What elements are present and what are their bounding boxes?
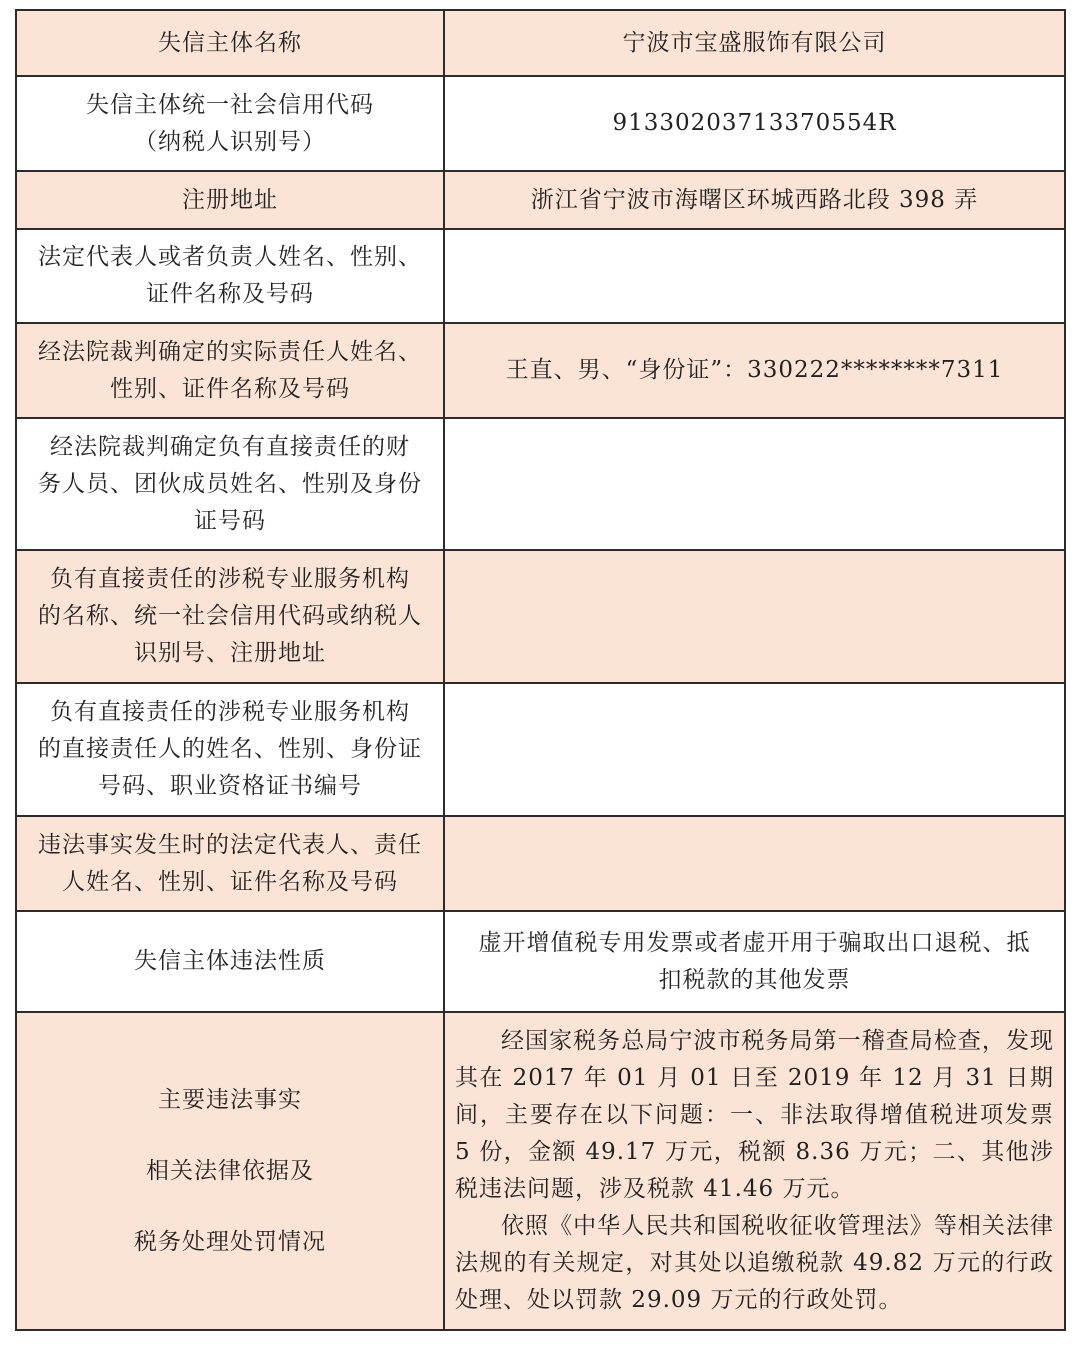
label-line: 失信主体统一社会信用代码 [86, 91, 374, 118]
label-line: 违法事实发生时的法定代表人、责任 [38, 831, 422, 858]
facts-paragraph: 经国家税务总局宁波市税务局第一稽查局检查，发现其在 2017 年 01 月 01 日至 2019 年 12 月 31 日期间，主要存在以下问题：一、非法取得增值税进项发票 5 份，金额 49.17 万元，税额 8.36 万元；二、其他涉税违法问题，涉及税款 41.46 万元。 [455, 1028, 1054, 1202]
label-line: 负有直接责任的涉税专业服务机构 [50, 699, 410, 725]
label-line: 经法院裁判确定的实际责任人姓名、 [38, 338, 422, 365]
label-line: 人姓名、性别、证件名称及号码 [62, 868, 398, 895]
value-legal-representative [444, 229, 1065, 323]
label-line: 识别号、注册地址 [134, 640, 326, 666]
value-line: 91330203713370554R [612, 110, 897, 136]
label-line: 的名称、统一社会信用代码或纳税人 [38, 603, 422, 629]
label-line: 相关法律依据及 [146, 1157, 314, 1184]
label-line: 负有直接责任的涉税专业服务机构 [50, 566, 410, 592]
row-service-agency [16, 550, 1065, 683]
value-representative-at-violation [444, 816, 1065, 911]
label-agency-responsible-person [16, 683, 444, 816]
label-service-agency [16, 550, 444, 683]
label-line: 务人员、团伙成员姓名、性别及身份 [38, 470, 422, 497]
row-finance-staff [16, 418, 1065, 550]
value-line: 虚开增值税专用发票或者虚开用于骗取出口退税、抵 [478, 929, 1031, 956]
label-line: 号码、职业资格证书编号 [98, 773, 362, 799]
label-line: 税务处理处罚情况 [134, 1228, 326, 1255]
dishonest-entity-table [15, 9, 1066, 1331]
label-facts-and-penalties [16, 1012, 444, 1330]
penalty-paragraph: 依照《中华人民共和国税收征收管理法》等相关法律法规的有关规定，对其处以追缴税款 49.82 万元的行政处理、处以罚款 29.09 万元的行政处罚。 [455, 1213, 1054, 1313]
value-agency-responsible-person [444, 683, 1065, 816]
label-line: 的直接责任人的姓名、性别、身份证 [38, 736, 422, 762]
label-credit-code [16, 76, 444, 171]
label-line: 失信主体违法性质 [134, 948, 326, 974]
value-line: 浙江省宁波市海曙区环城西路北段 398 弄 [530, 186, 979, 213]
label-line: 证件名称及号码 [146, 281, 314, 307]
row-credit-code [16, 76, 1065, 171]
value-actual-responsible-person [444, 323, 1065, 418]
row-violation-nature [16, 911, 1065, 1012]
label-line: 性别、证件名称及号码 [110, 375, 350, 402]
label-legal-representative [16, 229, 444, 323]
taxpayer-record-sheet [15, 9, 1066, 1328]
row-actual-responsible-person [16, 323, 1065, 418]
value-registered-address [444, 171, 1065, 229]
label-actual-responsible-person [16, 323, 444, 418]
value-credit-code [444, 76, 1065, 171]
label-finance-staff [16, 418, 444, 550]
label-registered-address [16, 171, 444, 229]
value-line: 王直、男、“身份证”：330222********7311 [505, 357, 1004, 383]
label-entity-name [16, 10, 444, 76]
row-legal-representative [16, 229, 1065, 323]
value-entity-name [444, 10, 1065, 76]
label-line: 法定代表人或者负责人姓名、性别、 [38, 244, 422, 270]
value-line: 扣税款的其他发票 [658, 966, 851, 993]
label-line: 证号码 [194, 507, 266, 534]
label-line: 主要违法事实 [158, 1086, 302, 1113]
label-violation-nature [16, 911, 444, 1012]
label-line: （纳税人识别号） [134, 128, 326, 155]
row-facts-and-penalties [16, 1012, 1065, 1330]
row-representative-at-violation [16, 816, 1065, 911]
label-line: 经法院裁判确定负有直接责任的财 [50, 433, 410, 460]
row-agency-responsible-person [16, 683, 1065, 816]
value-line: 宁波市宝盛服饰有限公司 [622, 29, 887, 56]
row-entity-name [16, 10, 1065, 76]
row-registered-address [16, 171, 1065, 229]
value-finance-staff [444, 418, 1065, 550]
label-line: 注册地址 [182, 186, 278, 213]
value-facts-and-penalties [444, 1012, 1065, 1330]
label-line: 失信主体名称 [158, 29, 302, 56]
label-representative-at-violation [16, 816, 444, 911]
value-service-agency [444, 550, 1065, 683]
value-violation-nature [444, 911, 1065, 1012]
